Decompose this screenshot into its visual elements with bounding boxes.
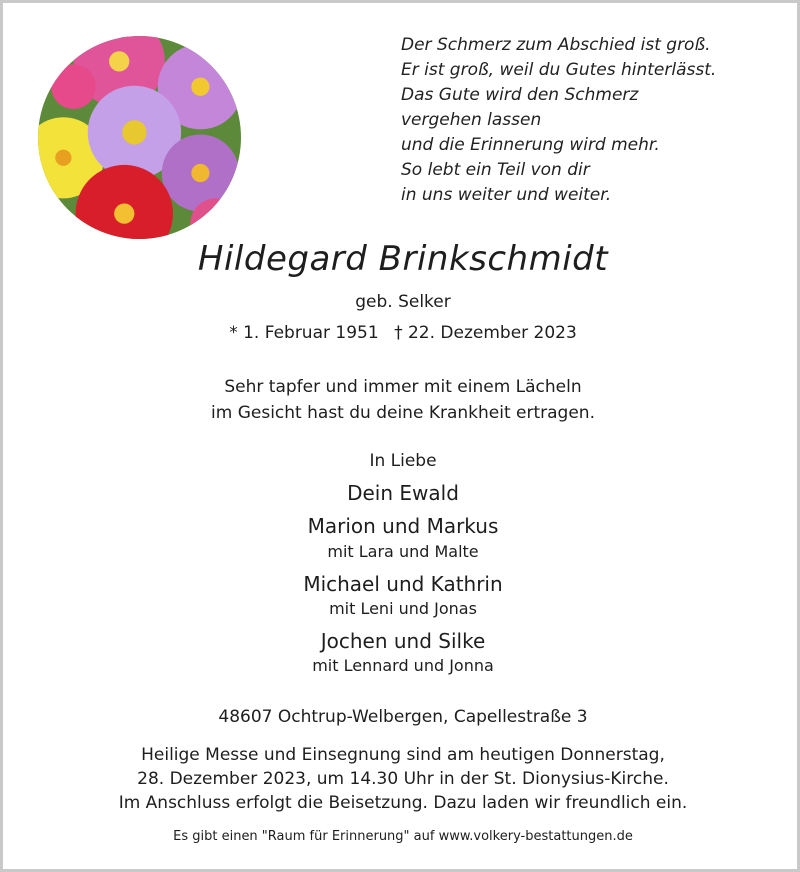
poem-line: Der Schmerz zum Abschied ist groß. — [401, 35, 711, 55]
tribute-text — [3, 374, 800, 426]
flower-bouquet-photo — [38, 36, 241, 239]
poem-line: Das Gute wird den Schmerz — [401, 85, 639, 105]
death-date: † 22. Dezember 2023 — [394, 323, 577, 343]
address: 48607 Ochtrup-Welbergen, Capellestraße 3 — [218, 707, 588, 727]
notice-line: Im Anschluss erfolgt die Beisetzung. Dazu laden wir freundlich ein. — [118, 793, 688, 813]
spouse-name: Dein Ewald — [347, 481, 459, 505]
memorial-footer: Es gibt einen "Raum für Erinnerung" auf www.volkery-bestattungen.de — [173, 829, 633, 844]
family-children: mit Lara und Malte — [327, 542, 479, 561]
in-love-label: In Liebe — [369, 451, 437, 471]
family-children: mit Lennard und Jonna — [312, 656, 494, 675]
deceased-name: Hildegard Brinkschmidt — [197, 239, 609, 279]
poem-line: und die Erinnerung wird mehr. — [401, 135, 660, 155]
poem-line: Er ist groß, weil du Gutes hinterlässt. — [401, 60, 717, 80]
poem-line: vergehen lassen — [401, 110, 542, 130]
notice-line: Heilige Messe und Einsegnung sind am heutigen Donnerstag, — [141, 745, 665, 765]
poem-line: in uns weiter und weiter. — [401, 185, 612, 205]
family-children: mit Leni und Jonas — [329, 599, 477, 618]
funeral-notice — [3, 743, 800, 815]
life-dates — [3, 323, 800, 343]
poem-line: So lebt ein Teil von dir — [401, 160, 590, 180]
family-parents: Marion und Markus — [307, 514, 499, 538]
poem — [401, 33, 781, 208]
tribute-line: im Gesicht hast du deine Krankheit ertragen. — [211, 403, 595, 423]
family-parents: Michael und Kathrin — [303, 572, 503, 596]
tribute-line: Sehr tapfer und immer mit einem Lächeln — [224, 377, 582, 397]
notice-line: 28. Dezember 2023, um 14.30 Uhr in der St. Dionysius-Kirche. — [137, 769, 669, 789]
birth-name: geb. Selker — [355, 292, 451, 312]
birth-date: * 1. Februar 1951 — [229, 323, 379, 343]
family-parents: Jochen und Silke — [320, 629, 486, 653]
